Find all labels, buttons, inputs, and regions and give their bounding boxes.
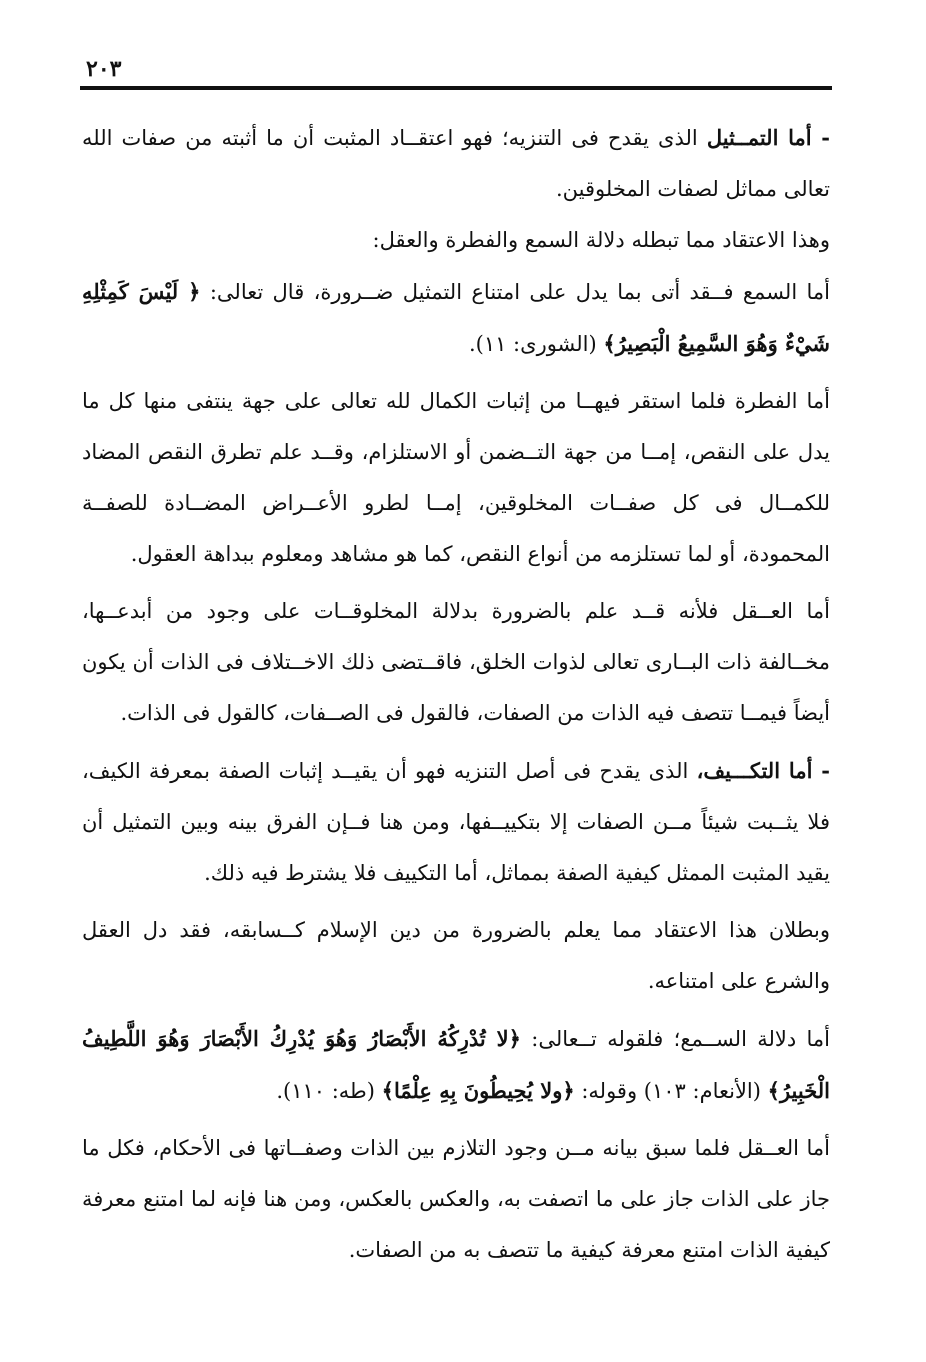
paragraph-text: أما السمع فــقد أتى بما يدل على امتناع التمثيل ضــرورة، قال تعالى: bbox=[200, 280, 830, 304]
paragraph-text: الذى يقدح فى التنزيه؛ فهو اعتقــاد المثبت أن ما أثبته من صفات الله تعالى مماثل لصفات المخلوقين. bbox=[82, 126, 830, 201]
verse-reference: (الشورى: ١١). bbox=[468, 332, 604, 356]
verse-reference-2: (طه: ١١٠). bbox=[276, 1079, 382, 1103]
paragraph-text: وهذا الاعتقاد مما تبطله دلالة السمع والفطرة والعقل: bbox=[372, 228, 830, 252]
paragraph-text: أما العــقل فلأنه قــد علم بالضرورة بدلالة المخلوقــات على وجود من أبدعــها، مخــالفة ذات البــارى تعالى لذوات الخلق، فاقــتضى ذلك الاخــتلاف فى الذات أن يكون أيضاً فيمــا تتصف فيه الذات من الصفات، فالقول فى الصــفات، كالقول فى الذات. bbox=[82, 599, 830, 725]
paragraph-sam-dalala bbox=[82, 1013, 830, 1117]
quran-verse-2: ﴿ولا يُحِيطُونَ بِهِ عِلْمًا﴾ bbox=[381, 1078, 575, 1103]
paragraph-text: وبطلان هذا الاعتقاد مما يعلم بالضرورة من دين الإسلام كــسابقه، فقد دل العقل والشرع على امتناعه. bbox=[82, 918, 830, 993]
paragraph-aql bbox=[82, 586, 830, 739]
paragraph-takyif bbox=[82, 745, 830, 899]
paragraph-text: أما دلالة الســمع؛ فلقوله تــعالى: bbox=[520, 1027, 831, 1051]
header-rule bbox=[80, 86, 832, 90]
page-number: ٢٠٣ bbox=[86, 56, 122, 82]
paragraph-intro bbox=[82, 215, 830, 266]
paragraph-sam bbox=[82, 266, 830, 370]
paragraph-aql-final bbox=[82, 1123, 830, 1276]
paragraph-butlan bbox=[82, 905, 830, 1007]
heading-takyif: - أما التكـــيف، bbox=[696, 758, 831, 783]
quran-verse: ﴿لا تُدْرِكُهُ الأَبْصَارُ وَهُوَ يُدْرِكُ الأَبْصَارَ وَهُوَ اللَّطِيفُ الْخَبِيرُ﴾ bbox=[82, 1026, 830, 1103]
paragraph-fitra bbox=[82, 376, 830, 580]
body-text bbox=[82, 112, 830, 1282]
paragraph-text: أما العــقل فلما سبق بيانه مــن وجود التلازم بين الذات وصفــاتها فى الأحكام، فكل ما جاز على الذات جاز على ما اتصفت به، والعكس بالعكس، ومن هنا فإنه لما امتنع معرفة كيفية الذات امتنع معرفة كيفية ما تتصف به من الصفات. bbox=[82, 1136, 830, 1262]
paragraph-text: أما الفطرة فلما استقر فيهــا من إثبات الكمال لله تعالى على جهة ينتفى منها كل ما يدل على النقص، إمــا من جهة التــضمن أو الاستلزام، وقــد علم تطرق النقص المضاد للكمــال فى كل صفــات المخلوقين، إمــا لطرو الأعــراض المضــادة للصفــة المحمودة، أو لما تستلزمه من أنواع النقص، كما هو مشاهد ومعلوم ببداهة العقول. bbox=[82, 389, 830, 566]
heading-tamthil: - أما التمــثيل bbox=[706, 125, 830, 150]
paragraph-tamthil bbox=[82, 112, 830, 215]
verse-reference: (الأنعام: ١٠٣) وقوله: bbox=[574, 1079, 768, 1103]
quran-verse: ﴿ لَيْسَ كَمِثْلِهِ شَيْءٌ وَهُوَ السَّمِيعُ الْبَصِيرُ﴾ bbox=[82, 279, 830, 356]
paragraph-text: الذى يقدح فى أصل التنزيه فهو أن يقيــد إثبات الصفة بمعرفة الكيف، فلا يثــبت شيئاً مــن الصفات إلا بتكييــفها، ومن هنا فــإن الفرق بينه وبين التمثيل أن يقيد المثبت الممثل كيفية الصفة بمماثل، أما التكييف فلا يشترط فيه ذلك. bbox=[82, 759, 830, 885]
